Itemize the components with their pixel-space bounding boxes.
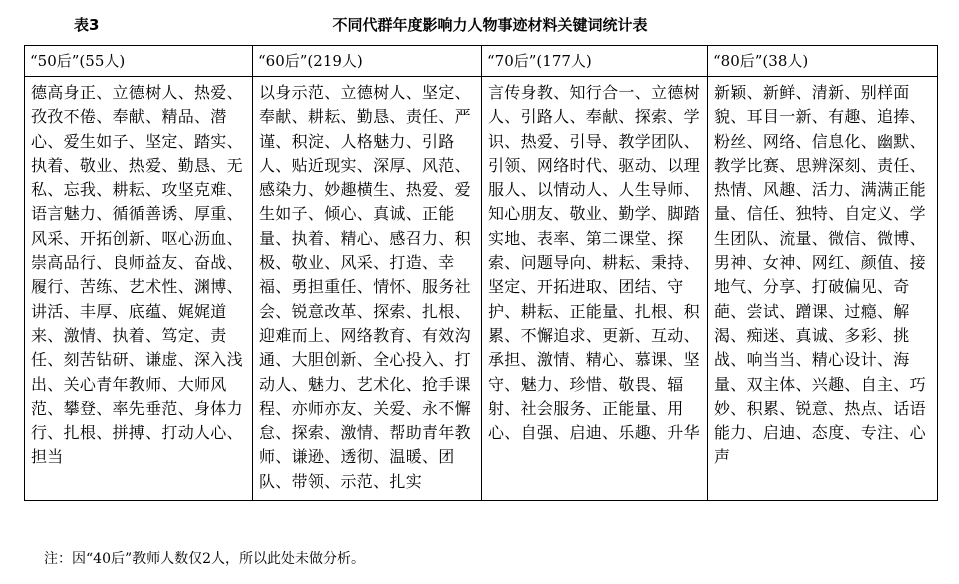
table-label: 表3: [74, 16, 100, 34]
keywords-cell-60s: 以身示范、立德树人、坚定、奉献、耕耘、勤恳、责任、严谨、积淀、人格魅力、引路人、贴近现实、深厚、风范、感染力、妙趣横生、热爱、爱生如子、倾心、真诚、正能量、执着、精心、感召力、积极、敬业、风采、打造、幸福、勇担重任、情怀、服务社会、锐意改革、探索、扎根、迎难而上、网络教育、有效沟通、大胆创新、全心投入、打动人、魅力、艺术化、抢手课程、亦师亦友、关爱、永不懈怠、探索、激情、帮助青年教师、谦逊、透彻、温暖、团队、带领、示范、扎实: [253, 77, 482, 501]
keywords-cell-70s: 言传身教、知行合一、立德树人、引路人、奉献、探索、学识、热爱、引导、教学团队、引领、网络时代、驱动、以理服人、以情动人、人生导师、知心朋友、敬业、勤学、脚踏实地、表率、第二课堂、探索、问题导向、耕耘、秉持、坚定、开拓进取、团结、守护、耕耘、正能量、扎根、积累、不懈追求、更新、互动、承担、激情、精心、慕课、坚守、魅力、珍惜、敬畏、辐射、社会服务、正能量、用心、自强、启迪、乐趣、升华: [482, 77, 708, 501]
table-footnote: 注：因“40后”教师人数仅2人，所以此处未做分析。: [44, 551, 366, 567]
table-title-row: [0, 14, 959, 36]
column-header-70s: “70后”(177人): [482, 46, 708, 77]
keywords-cell-80s: 新颖、新鲜、清新、别样面貌、耳目一新、有趣、追捧、粉丝、网络、信息化、幽默、教学比赛、思辨深刻、责任、热情、风趣、活力、满满正能量、信任、独特、自定义、学生团队、流量、微信、微博、男神、女神、网红、颜值、接地气、分享、打破偏见、奇葩、尝试、蹭课、过瘾、解渴、痴迷、真诚、多彩、挑战、响当当、精心设计、海量、双主体、兴趣、自主、巧妙、积累、锐意、热点、话语能力、启迪、态度、专注、心声: [708, 77, 938, 501]
column-header-60s: “60后”(219人): [253, 46, 482, 77]
column-header-80s: “80后”(38人): [708, 46, 938, 77]
table-row: [25, 77, 938, 501]
keyword-table: [24, 45, 938, 501]
table-title: 不同代群年度影响力人物事迹材料关键词统计表: [332, 16, 648, 34]
keywords-cell-50s: 德高身正、立德树人、热爱、孜孜不倦、奉献、精品、潜心、爱生如子、坚定、踏实、执着、敬业、热爱、勤恳、无私、忘我、耕耘、攻坚克难、语言魅力、循循善诱、厚重、风采、开拓创新、呕心沥血、崇高品行、良师益友、奋战、履行、苦练、艺术性、渊博、讲活、丰厚、底蕴、娓娓道来、激情、执着、笃定、责任、刻苦钻研、谦虚、深入浅出、关心青年教师、大师风范、攀登、率先垂范、身体力行、扎根、拼搏、打动人心、担当: [25, 77, 253, 501]
column-header-50s: “50后”(55人): [25, 46, 253, 77]
table-header-row: [25, 46, 938, 77]
